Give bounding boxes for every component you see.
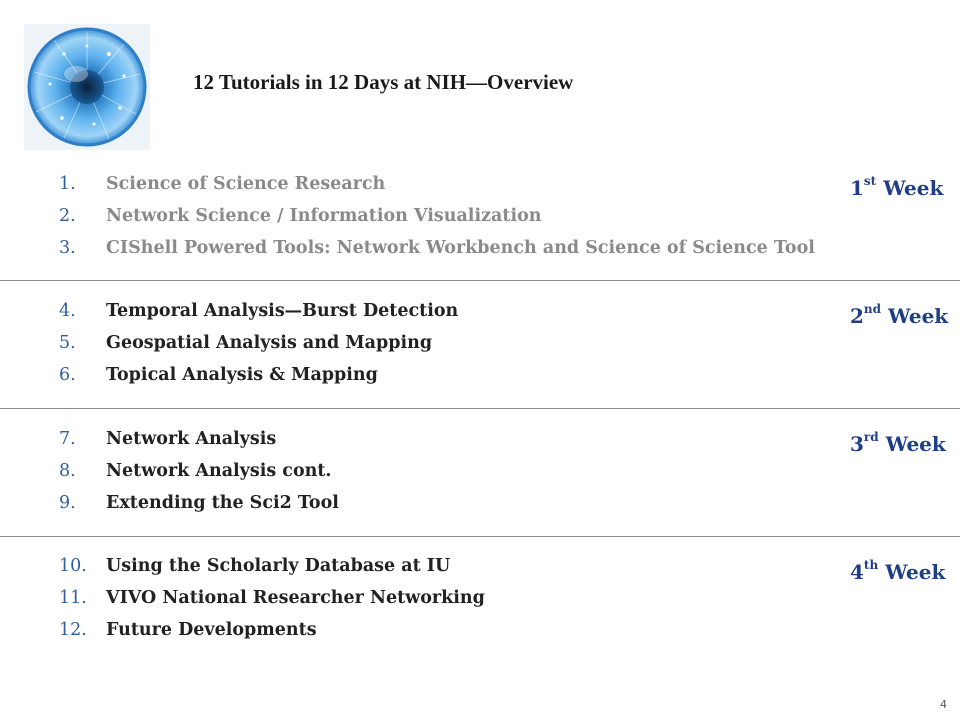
list-item	[0, 365, 960, 397]
week-number: 3	[850, 432, 864, 456]
item-text: Topical Analysis & Mapping	[106, 365, 378, 385]
logo-image	[24, 24, 150, 150]
item-number: 7.	[59, 429, 76, 449]
item-text: Network Science / Information Visualization	[106, 206, 542, 226]
section-divider	[0, 408, 960, 409]
week-ordinal-suffix: rd	[863, 430, 879, 445]
item-text: Science of Science Research	[106, 174, 386, 194]
list-item	[0, 588, 960, 620]
slide-title: 12 Tutorials in 12 Days at NIH—Overview	[193, 70, 574, 94]
list-item	[0, 620, 960, 652]
week-word: Week	[883, 176, 944, 200]
item-text: Geospatial Analysis and Mapping	[106, 333, 433, 353]
week-word: Week	[888, 304, 949, 328]
week-ordinal-suffix: th	[863, 558, 879, 573]
week-label	[850, 432, 946, 456]
item-number: 10.	[59, 556, 87, 576]
eye-logo-icon	[24, 24, 150, 150]
week-label	[850, 560, 945, 584]
item-text: Extending the Sci2 Tool	[106, 493, 339, 513]
section-divider	[0, 280, 960, 281]
item-number: 4.	[59, 301, 76, 321]
week-label	[850, 176, 943, 200]
list-item	[0, 174, 960, 206]
item-number: 6.	[59, 365, 76, 385]
item-text: VIVO National Researcher Networking	[106, 588, 485, 608]
item-text: Future Developments	[106, 620, 317, 640]
list-item	[0, 429, 960, 461]
list-item	[0, 493, 960, 525]
item-number: 2.	[59, 206, 76, 226]
week-label	[850, 304, 948, 328]
item-number: 3.	[59, 238, 76, 258]
item-number: 8.	[59, 461, 76, 481]
list-item	[0, 238, 960, 270]
section-divider	[0, 536, 960, 537]
week-ordinal-suffix: st	[863, 174, 877, 189]
item-number: 5.	[59, 333, 76, 353]
week-word: Week	[885, 560, 946, 584]
page-number: 4	[940, 698, 947, 711]
list-item	[0, 333, 960, 365]
item-number: 12.	[59, 620, 87, 640]
week-ordinal-suffix: nd	[863, 302, 882, 317]
week-word: Week	[885, 432, 946, 456]
item-number: 9.	[59, 493, 76, 513]
item-number: 11.	[59, 588, 87, 608]
item-text: Network Analysis	[106, 429, 277, 449]
item-number: 1.	[59, 174, 76, 194]
item-text: CIShell Powered Tools: Network Workbench and Science of Science Tool	[106, 238, 815, 258]
week-number: 1	[850, 176, 864, 200]
list-item	[0, 556, 960, 588]
list-item	[0, 206, 960, 238]
week-number: 4	[850, 560, 864, 584]
item-text: Network Analysis cont.	[106, 461, 332, 481]
list-item	[0, 461, 960, 493]
list-item	[0, 301, 960, 333]
week-number: 2	[850, 304, 864, 328]
item-text: Temporal Analysis—Burst Detection	[106, 301, 459, 321]
item-text: Using the Scholarly Database at IU	[106, 556, 451, 576]
